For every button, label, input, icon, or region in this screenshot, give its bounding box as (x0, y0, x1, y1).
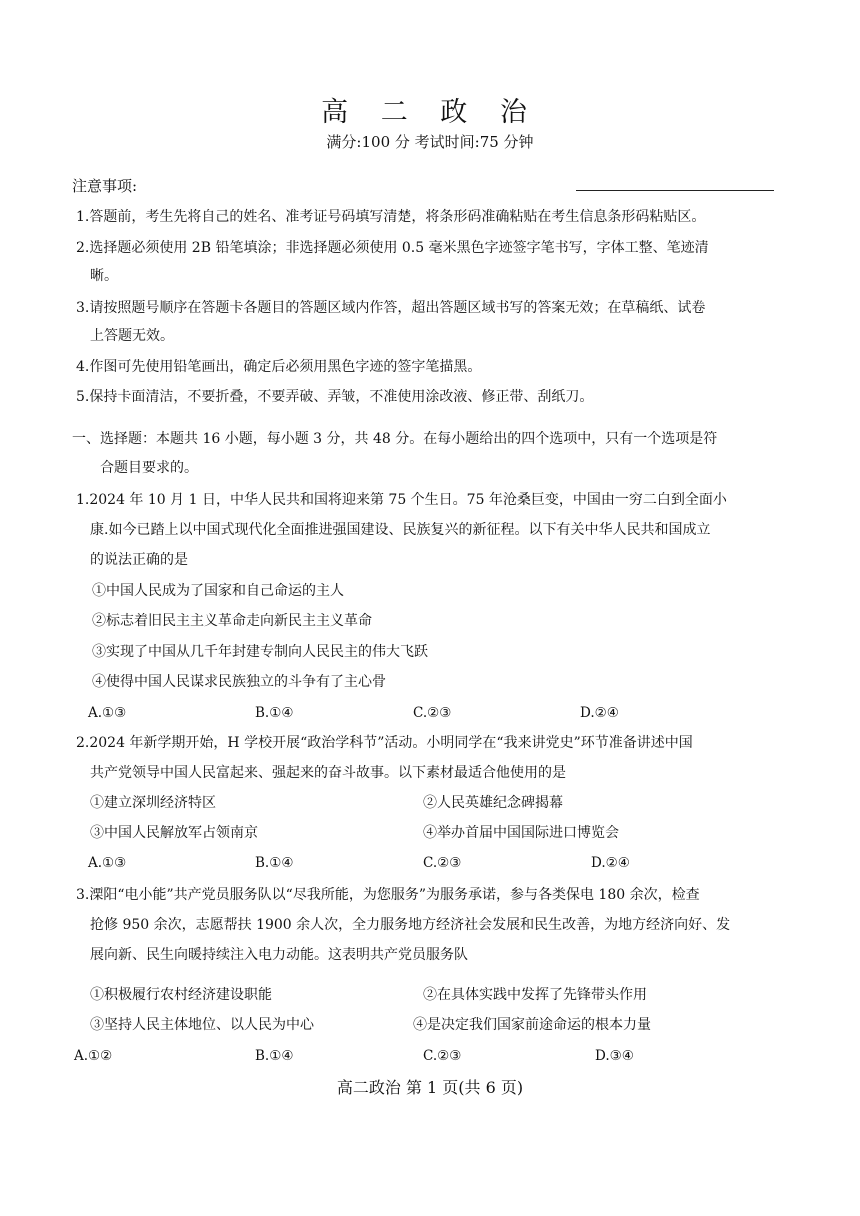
question-2-stem: 2.2024 年新学期开始，H 学校开展“政治学科节”活动。小明同学在“我来讲党史”环节准备讲述中国 (76, 735, 693, 751)
question-2-option-b: B.①④ (255, 855, 294, 871)
question-1-statement-1: ①中国人民成为了国家和自己命运的主人 (92, 583, 344, 599)
question-3-option-b: B.①④ (255, 1048, 294, 1064)
question-1-statement-3: ③实现了中国从几千年封建专制向人民民主的伟大飞跃 (92, 644, 428, 660)
question-1-option-b: B.①④ (255, 705, 294, 721)
notice-item-4: 4.作图可先使用铅笔画出，确定后必须用黑色字迹的签字笔描黑。 (76, 359, 482, 375)
section-heading: 一、选择题：本题共 16 小题，每小题 3 分，共 48 分。在每小题给出的四个选项中，只有一个选项是符 (72, 431, 718, 447)
question-3-option-c: C.②③ (423, 1048, 462, 1064)
question-1-option-d: D.②④ (580, 705, 619, 721)
question-1-stem: 1.2024 年 10 月 1 日，中华人民共和国将迎来第 75 个生日。75 年沧桑巨变，中国由一穷二白到全面小 (76, 492, 727, 508)
notice-item-2: 2.选择题必须使用 2B 铅笔填涂；非选择题必须使用 0.5 毫米黑色字迹签字笔书写，字体工整、笔迹清 (76, 240, 709, 256)
question-3-option-a: A.①② (74, 1048, 113, 1064)
page-footer: 高二政治 第 1 页(共 6 页) (336, 1078, 524, 1097)
question-3-stem: 3.溧阳“电小能”共产党员服务队以“尽我所能，为您服务”为服务承诺，参与各类保电 180 余次，检查 (76, 887, 700, 903)
question-3-stem-line2: 抢修 950 余次，志愿帮扶 1900 余人次，全力服务地方经济社会发展和民生改善，为地方经济向好、发 (90, 917, 731, 933)
notice-item-2-cont: 晰。 (90, 268, 118, 284)
question-2-statement-3: ③中国人民解放军占领南京 (90, 825, 258, 841)
question-3-stem-line3: 展向新、民生向暖持续注入电力动能。这表明共产党员服务队 (90, 947, 468, 963)
section-heading-cont: 合题目要求的。 (100, 460, 198, 476)
question-3-option-d: D.③④ (595, 1048, 634, 1064)
notice-item-3-cont: 上答题无效。 (90, 328, 174, 344)
question-1-option-a: A.①③ (88, 705, 127, 721)
question-2-stem-line2: 共产党领导中国人民富起来、强起来的奋斗故事。以下素材最适合他使用的是 (90, 765, 566, 781)
notice-item-3: 3.请按照题号顺序在答题卡各题目的答题区域内作答，超出答题区域书写的答案无效；在草稿纸、试卷 (76, 300, 706, 316)
notice-heading: 注意事项: (72, 177, 138, 195)
question-3-statement-1: ①积极履行农村经济建设职能 (90, 987, 272, 1003)
page-title: 高 二 政 治 (321, 97, 539, 128)
question-3-statement-3: ③坚持人民主体地位、以人民为中心 (90, 1017, 314, 1033)
exam-subtitle: 满分:100 分 考试时间:75 分钟 (326, 133, 534, 151)
question-3-statement-2: ②在具体实践中发挥了先锋带头作用 (423, 987, 647, 1003)
question-2-statement-2: ②人民英雄纪念碑揭幕 (423, 795, 563, 811)
notice-item-5: 5.保持卡面清洁，不要折叠，不要弄破、弄皱，不准使用涂改液、修正带、刮纸刀。 (76, 389, 594, 405)
question-1-option-c: C.②③ (413, 705, 452, 721)
question-1-statement-2: ②标志着旧民主主义革命走向新民主主义革命 (92, 613, 372, 629)
question-1-stem-line2: 康.如今已踏上以中国式现代化全面推进强国建设、民族复兴的新征程。以下有关中华人民共和国成立 (90, 522, 711, 538)
question-2-option-c: C.②③ (423, 855, 462, 871)
divider-line (576, 190, 774, 191)
question-2-statement-1: ①建立深圳经济特区 (90, 795, 216, 811)
question-1-statement-4: ④使得中国人民谋求民族独立的斗争有了主心骨 (92, 674, 386, 690)
notice-item-1: 1.答题前，考生先将自己的姓名、准考证号码填写清楚，将条形码准确粘贴在考生信息条形码粘贴区。 (76, 209, 706, 225)
question-2-statement-4: ④举办首届中国国际进口博览会 (423, 825, 619, 841)
question-2-option-d: D.②④ (591, 855, 630, 871)
question-2-option-a: A.①③ (88, 855, 127, 871)
question-1-stem-line3: 的说法正确的是 (90, 552, 188, 568)
question-3-statement-4: ④是决定我们国家前途命运的根本力量 (413, 1017, 651, 1033)
